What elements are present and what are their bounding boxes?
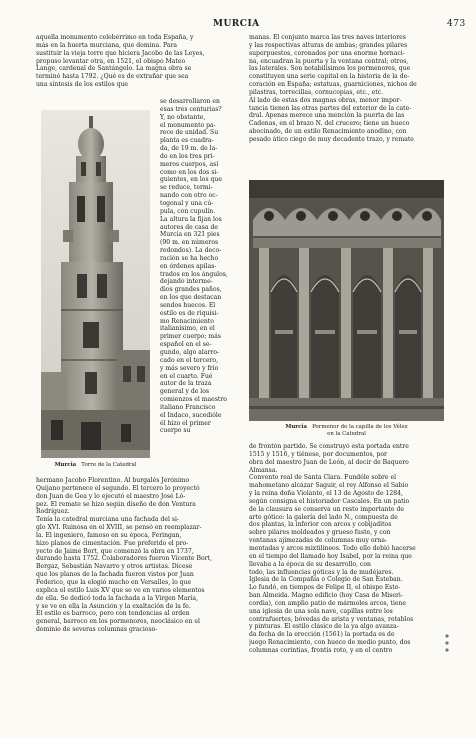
paragraph-line: planta es cuadra-	[160, 137, 214, 145]
tower-photo	[41, 110, 150, 458]
paragraph-line: y pinturas. El estilo clásico de la ya algo avanza-	[249, 623, 399, 631]
paragraph-line: cordia), con amplio patio de mármoles arcos, tiene	[249, 599, 407, 607]
paragraph-line: La altura la fijan los	[160, 215, 222, 223]
paragraph-line: se desarrollaron en	[160, 98, 220, 105]
left-column-bottom-text	[36, 477, 243, 697]
paragraph-line: todo, las influencias góticas y la de mudéjares.	[249, 568, 394, 576]
paragraph-line: de ella. Se dedicó toda la fachada a la Virgen María,	[36, 594, 198, 602]
paragraph-line: Cadenas, en el brazo N. del crucero; tiene un hueco	[249, 120, 410, 128]
paragraph-line: durando hasta 1752. Colaboradores fueron Vicente Bort,	[36, 555, 212, 563]
paragraph-line: Lange, cardenal de Santángelo. La magna obra se	[36, 65, 192, 73]
chapel-caption-line1: Pormenor de la capilla de los Vélez	[312, 424, 408, 430]
paragraph-line: el Indaco, sucedióle	[160, 411, 222, 419]
paragraph-line: yecto de Jaime Bort, que comenzó la obra en 1737,	[36, 547, 194, 555]
paragraph-line: Quijano pertenece el segundo. El tercero lo proyectó	[36, 484, 200, 492]
paragraph-line: don Juan de Gea y lo ejecutó el maestro José Ló-	[36, 492, 186, 500]
paragraph-line: tancia tienen las otras partes del exterior de la cate-	[249, 104, 412, 112]
paragraph-line: hizo planos de cimentación. Fue preferido el pro-	[36, 539, 189, 547]
paragraph-line: autor de la traza	[160, 380, 212, 388]
paragraph-line: estilo es de riquísi-	[160, 309, 219, 317]
running-header-title: MURCIA	[213, 19, 260, 29]
paragraph-line: contrafuertes, bóvedas de arista y ventanas, retablos	[249, 615, 414, 623]
paragraph-line: mentadas y arcos mixtilíneos. Todo ello debió hacerse	[249, 544, 416, 552]
paragraph-line: Lo fundó, en tiempos de Felipe II, el obispo Este-	[249, 584, 401, 592]
paragraph-line: guientes, en los que	[160, 176, 222, 184]
paragraph-line: nando con otro oc-	[160, 192, 218, 200]
paragraph-line: da, de 19 m. de la-	[160, 145, 218, 153]
paragraph-line: rece de unidad. Su	[160, 129, 219, 137]
paragraph-line: español en el se-	[160, 341, 212, 349]
paragraph-line: llevaba a la época de su desarrollo, con	[249, 560, 371, 568]
paragraph-line: las laterales. Son notabilísimos los pormenores, que	[249, 65, 411, 73]
paragraph-line: de frontón partido. Se construyó esta portada entre	[249, 443, 409, 450]
right-column-top-text	[249, 34, 445, 178]
paragraph-line: gundo, algo alarro-	[160, 349, 220, 356]
paragraph-line: y se ve en ella la Asunción y la exaltación de la fe.	[36, 602, 191, 610]
paragraph-line: pez. El remate se hizo según diseño de don Ventura	[36, 500, 196, 508]
paragraph-line: arte gótico: la galería del lado N., compuesta de	[249, 513, 398, 521]
paragraph-line: en el cuarto. Fué	[160, 372, 213, 380]
paragraph-line: explica el estilo Luis XV que se ve en varios elementos	[36, 586, 205, 594]
left-column-top-text	[36, 34, 243, 94]
paragraph-line: dominio de severas columnas gracioso-	[36, 626, 158, 634]
paragraph-line: columnas corintias, frontis roto, y en el centro	[249, 646, 393, 654]
paragraph-line: 1515 y 1516, y tiénese, por documentos, por	[249, 450, 387, 458]
paragraph-line: dral. Apenas merece una mención la puerta de las	[249, 112, 405, 120]
paragraph-line: na, encuadran la puerta y la ventana central; otros,	[249, 57, 409, 65]
paragraph-line: do en los tres pri-	[160, 152, 215, 160]
paragraph-line: Y, no obstante,	[160, 113, 206, 121]
paragraph-line: él hizo el primer	[160, 419, 211, 427]
paragraph-line: de la clausura se conserva un resto importante de	[249, 505, 404, 513]
paragraph-line: primer cuerpo; más	[160, 333, 221, 341]
paragraph-line: y las respectivas alturas de ambas; grandes pilares	[249, 41, 408, 49]
paragraph-line: coración en España; estatuas, guarniciones, nichos de	[249, 81, 417, 89]
paragraph-line: Al lado de estas dos magnas obras, menor impor-	[249, 96, 402, 104]
chapel-photo-caption	[249, 424, 444, 438]
paragraph-line: una síntesis de los estilos que	[36, 81, 128, 89]
chapel-photo	[249, 180, 444, 421]
paragraph-line: en el tiempo del llamado hoy Isabel, por la reina que	[249, 552, 412, 560]
paragraph-line: da fecha de la erección (1561) la portada es de	[249, 631, 395, 639]
paragraph-line: obra del maestro Juan de León, al decir de Baquero	[249, 458, 409, 466]
paragraph-line: más en la huerta murciana, que domina. Para	[36, 41, 177, 49]
paragraph-line: ban Almeida. Magno edificio (hoy Casa de Miseri-	[249, 592, 403, 600]
chapel-caption-line2: en la Catedral	[327, 431, 366, 437]
tower-caption-place: Murcia	[54, 462, 77, 468]
tower-photo-caption	[41, 462, 150, 469]
paragraph-line: juego Renacimiento, con hueco de medio punto, dos	[249, 639, 411, 647]
paragraph-line: pesado ático ciego de muy decadente trazo, y remate	[249, 135, 414, 143]
paragraph-line: togonal y una cú-	[160, 199, 214, 207]
paragraph-line: que los planos de la fachada fueron vistos por Juan	[36, 571, 194, 579]
paragraph-line: mahometano alcázar Saguir, el rey Alfonso el Sabio	[249, 482, 409, 490]
paragraph-line: propuso levantar otra, en 1521, el obispo Mateo	[36, 57, 186, 65]
paragraph-line: Convento real de Santa Clara. Fundóle sobre el	[249, 474, 397, 482]
paragraph-line: Bergaz, Sebastián Navarro y otros artistas. Dícese	[36, 563, 193, 571]
paragraph-line: Tenía la catedral murciana una fachada del si-	[36, 516, 179, 524]
paragraph-line: se reduce, termi-	[160, 184, 213, 192]
paragraph-line: abocinado, de un estilo Renacimiento anodino, con	[249, 128, 407, 136]
paragraph-line: general y de los	[160, 388, 210, 396]
paragraph-line: general, barroco en los pormenores, neoclásico en el	[36, 618, 200, 626]
paragraph-line: cado en el tercero,	[160, 356, 219, 364]
paragraph-line: trados en los ángulos,	[160, 270, 228, 278]
paragraph-line: dios grandes paños,	[160, 286, 222, 294]
paragraph-line: italiano Francisco	[160, 403, 216, 411]
paragraph-line: sendos huecos. El	[160, 301, 216, 309]
paragraph-line: aquella monumento celebérrimo en toda España, y	[36, 34, 194, 41]
paragraph-line: el monumento pa-	[160, 121, 216, 129]
tower-caption-text: Torre de la Catedral	[81, 462, 137, 468]
paragraph-line: pula, con cupulín.	[160, 207, 216, 215]
cathedral-tower-illustration	[41, 110, 150, 458]
paragraph-line: y la reina doña Violante, el 13 de Agosto de 1284,	[249, 490, 403, 498]
paragraph-line: Murcia en 321 pies	[160, 231, 220, 239]
paragraph-line: pilastras, torrecillas, cornucopias, etc., etc.	[249, 88, 384, 96]
margin-marks	[443, 632, 451, 654]
chapel-detail-illustration	[249, 180, 444, 421]
paragraph-line: (90 m. en números	[160, 239, 219, 247]
paragraph-line: italianísimo, en el	[160, 325, 215, 333]
middle-column-text	[160, 98, 241, 468]
paragraph-line: glo XVI. Ruinosa en el XVIII, se pensó en reemplazar-	[36, 524, 202, 532]
paragraph-line: cuerpo su	[160, 427, 191, 435]
paragraph-line: la. El ingeniero, famoso en su época, Feringan,	[36, 531, 182, 539]
paragraph-line: esas tres centurias?	[160, 105, 222, 113]
paragraph-line: Rodríguez.	[36, 508, 70, 516]
paragraph-line: Iglesia de la Compañía o Colegio de San Esteban.	[249, 576, 403, 584]
paragraph-line: superpuestos, coronados por una enorme hornaci-	[249, 49, 405, 57]
paragraph-line: Federico, que la elogió mucho en Versalles, lo que	[36, 578, 192, 586]
paragraph-line: según consigna el historiador Cascales. En un patio	[249, 497, 410, 505]
paragraph-line: sobre pilares moldeados y grueso fuste, y con	[249, 529, 391, 537]
paragraph-line: ración se ha hecho	[160, 254, 219, 262]
paragraph-line: y más severo y frío	[160, 364, 219, 372]
paragraph-line: ventanas ajimezadas de columnas muy orna-	[249, 537, 388, 545]
paragraph-line: sustituir la vieja torre que hiciera Jacobo de las Leyes,	[36, 49, 205, 57]
paragraph-line: dos plantas, la inferior con arcos y cobijaditos	[249, 521, 392, 529]
paragraph-line: manas. El conjunto marca las tres naves interiores	[249, 34, 406, 41]
paragraph-line: Almansa.	[249, 466, 278, 474]
paragraph-line: meros cuerpos, así	[160, 160, 219, 168]
paragraph-line: una iglesia de una sola nave, capillas entre los	[249, 607, 393, 615]
paragraph-line: autores de casa de	[160, 223, 218, 231]
paragraph-line: terminó hasta 1792. ¿Qué es de extrañar que sea	[36, 73, 189, 81]
page-number: 473	[447, 19, 466, 29]
paragraph-line: hermano Jacobo Florentino. Al burgalés Jerónimo	[36, 477, 190, 484]
paragraph-line: comienzos el maestro	[160, 396, 227, 404]
paragraph-line: como en los dos si-	[160, 168, 219, 176]
paragraph-line: en los que destacan	[160, 294, 222, 302]
paragraph-line: mo Renacimiento	[160, 317, 214, 325]
paragraph-line: redondos). La deco-	[160, 247, 222, 255]
paragraph-line: constituyen una serie capital en la historia de la de-	[249, 73, 410, 81]
paragraph-line: en órdenes apilas-	[160, 262, 217, 270]
chapel-caption-place: Murcia	[285, 424, 307, 430]
right-column-bottom-text	[249, 443, 445, 693]
paragraph-line: dejando interme-	[160, 278, 213, 286]
paragraph-line: El estilo es barroco, pero con tendencias al orden	[36, 610, 190, 618]
